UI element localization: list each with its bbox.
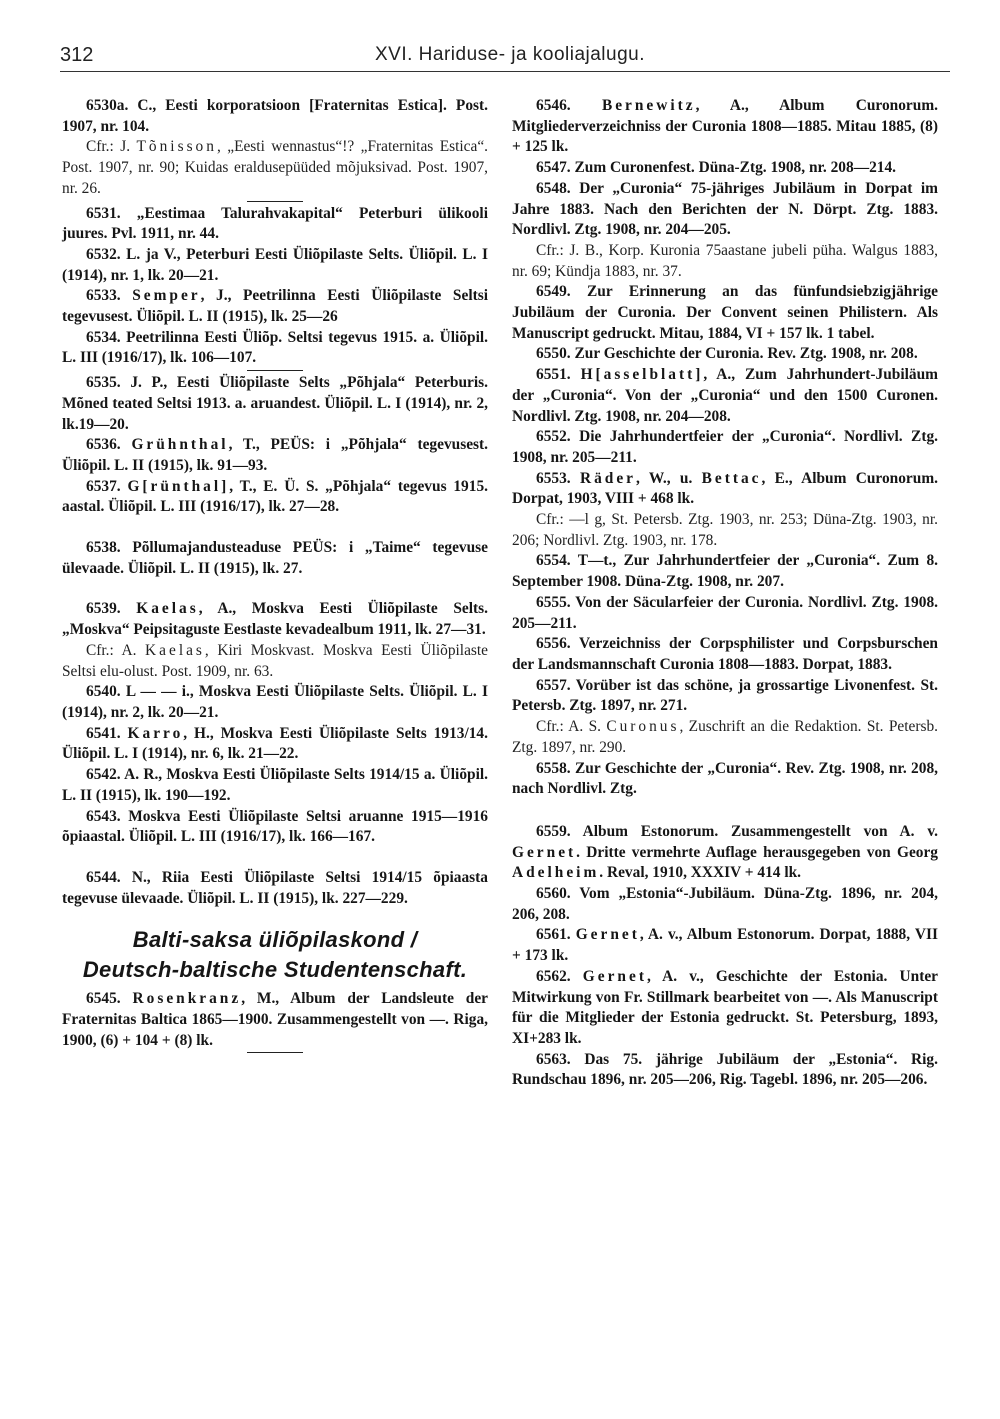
entry-6541 bbox=[62, 724, 488, 765]
entry-text: N., Riia Eesti Üliõpilaste Seltsi 1914/15 õpiaasta tegevuse ülevaade. Üliõpil. L. II (1915), lk. 227—229. bbox=[62, 868, 488, 907]
entry-6533 bbox=[62, 286, 488, 327]
entry-number: 6563. bbox=[536, 1050, 571, 1068]
entry-number: 6542. bbox=[86, 766, 121, 784]
entry-6530a-cfr bbox=[62, 137, 488, 199]
entry-6539-cfr bbox=[62, 641, 488, 682]
header-rule bbox=[60, 71, 950, 72]
entry-author: Bettac bbox=[701, 469, 762, 487]
entry-text: Zur Erinnerung an das fünfundsiebzigjährige Jubiläum der Curonia. Der Convent seinen Philistern. Als Manuscript gedruckt. Mitau, 1884, VI + 157 lk. 1 tabel. bbox=[512, 283, 938, 342]
entry-6538 bbox=[62, 538, 488, 579]
entry-author: Räder bbox=[579, 469, 637, 487]
entry-number: 6545. bbox=[86, 990, 121, 1008]
entry-text: Der „Curonia“ 75-jähriges Jubiläum in Dorpat im Jahre 1883. Nach den Berichten der N. Dörpt. Ztg. 1883. Nordlivl. Ztg. 1908, nr. 204—205. bbox=[512, 179, 938, 239]
entry-number: 6531. bbox=[86, 204, 121, 222]
entry-6552 bbox=[512, 427, 938, 468]
entry-number: 6550. bbox=[536, 345, 571, 363]
entry-number: 6543. bbox=[86, 807, 121, 825]
entry-6542 bbox=[62, 765, 488, 806]
entry-text: , H., Moskva Eesti Üliõpilaste Selts 1913/14. Üliõpil. L. I (1914), nr. 6, lk. 21—22. bbox=[62, 724, 488, 763]
entry-text: , T., E. Ü. S. „Põhjala“ tegevus 1915. aastal. Üliõpil. L. III (1916/17), lk. 27—28. bbox=[62, 477, 488, 516]
entry-6553-cfr: Cfr.: —l g, St. Petersb. Ztg. 1903, nr. 253; Düna-Ztg. 1903, nr. 206; Nordlivl. Ztg. 1903, nr. 178. bbox=[512, 511, 938, 549]
entry-author: Tõnisson bbox=[136, 138, 217, 156]
entry-text: , Kiri Moskvast. Moskva Eesti Üliõpilaste Seltsi elu-olust. Post. 1909, nr. 63. bbox=[62, 641, 488, 680]
entry-text: Verzeichniss der Corpsphilister und Corpsburschen der Landsmannschaft Curonia 1808—1883. Dorpat, 1883. bbox=[512, 635, 938, 673]
entry-text: Zum Curonenfest. Düna-Ztg. 1908, nr. 208—214. bbox=[574, 159, 897, 177]
entry-6536 bbox=[62, 435, 488, 476]
entry-number: 6549. bbox=[536, 283, 571, 301]
entry-6546 bbox=[512, 96, 938, 158]
entry-text: Von der Säcularfeier der Curonia. Nordlivl. Ztg. 1908. 205—211. bbox=[512, 593, 938, 632]
entry-number: 6557. bbox=[536, 676, 571, 694]
entry-6561 bbox=[512, 925, 938, 966]
divider bbox=[247, 1052, 303, 1053]
entry-number: 6539. bbox=[86, 600, 121, 618]
right-column bbox=[512, 96, 938, 1091]
entry-text: C., Eesti korporatsioon [Fraternitas Estica]. Post. 1907, nr. 104. bbox=[62, 97, 488, 135]
entry-author: Bernewitz bbox=[601, 97, 696, 114]
entry-text: L. ja V., Peterburi Eesti Üliõpilaste Selts. Üliõpil. L. I (1914), nr. 1, lk. 20—21. bbox=[62, 245, 488, 284]
divider bbox=[247, 201, 303, 202]
spacer bbox=[62, 579, 488, 599]
divider bbox=[247, 370, 303, 371]
entry-number: 6541. bbox=[86, 724, 121, 742]
section-heading-line-2: Deutsch-baltische Studentenschaft. bbox=[82, 957, 468, 983]
entry-6535 bbox=[62, 373, 488, 435]
cfr-prefix: Cfr.: A. bbox=[86, 641, 146, 659]
entry-text: , A., Moskva Eesti Üliõpilaste Selts. „Moskva“ Peipsitaguste Eestlaste kevadealbum 1911, lk. 27—31. bbox=[62, 600, 488, 639]
entry-6543 bbox=[62, 807, 488, 848]
entry-6554 bbox=[512, 551, 938, 592]
entry-text: L — — i., Moskva Eesti Üliõpilaste Selts. Üliõpil. L. I (1914), nr. 2, lk. 20—21. bbox=[62, 683, 488, 721]
cfr-prefix: Cfr.: J. bbox=[86, 138, 137, 156]
entry-6545 bbox=[62, 989, 488, 1051]
spacer bbox=[62, 848, 488, 868]
entry-6534 bbox=[62, 328, 488, 369]
entry-6539 bbox=[62, 599, 488, 640]
entry-text: Moskva Eesti Üliõpilaste Seltsi aruanne 1915—1916 õpiaastal. Üliõpil. L. III (1916/17), lk. 166—167. bbox=[62, 807, 488, 846]
entry-number: 6554. bbox=[536, 552, 571, 570]
entry-number: 6536. bbox=[86, 436, 121, 454]
entry-6560 bbox=[512, 884, 938, 925]
entry-text: Peetrilinna Eesti Üliõp. Seltsi tegevus 1915. a. Üliõpil. L. III (1916/17), lk. 106—107. bbox=[62, 328, 488, 367]
entry-6563 bbox=[512, 1050, 938, 1091]
spacer bbox=[512, 800, 938, 822]
entry-author: Semper bbox=[132, 287, 201, 305]
entry-number: 6559. bbox=[536, 822, 571, 840]
entry-text: J. P., Eesti Üliõpilaste Selts „Põhjala“ Peterburis. Mõned teated Seltsi 1913. a. aruandest. Üliõpil. L. I (1914), nr. 2, lk.19—20. bbox=[62, 374, 488, 433]
entry-6532 bbox=[62, 245, 488, 286]
entry-number: 6551. bbox=[536, 366, 571, 384]
entry-6558 bbox=[512, 759, 938, 800]
entry-number: 6532. bbox=[86, 245, 121, 263]
entry-text: , M., Album der Landsleute der Fraternitas Baltica 1865—1900. Zusammengestellt von —. Riga, 1900, (6) + 104 + (8) lk. bbox=[62, 990, 488, 1049]
entry-6540 bbox=[62, 682, 488, 723]
entry-author: Karro bbox=[127, 724, 184, 742]
entry-number: 6548. bbox=[536, 179, 571, 197]
entry-author: Gernet bbox=[582, 967, 647, 985]
entry-text: , T., PEÜS: i „Põhjala“ tegevusest. Üliõpil. L. II (1915), lk. 91—93. bbox=[62, 436, 488, 474]
entry-text: . Reval, 1910, XXXIV + 414 lk. bbox=[599, 864, 802, 882]
entry-number: 6534. bbox=[86, 328, 121, 346]
entry-text: , „Eesti wennastus“!? „Fraternitas Estica“. Post. 1907, nr. 90; Kuidas eraldusepüüded mõjuksivad. Post. 1907, nr. 26. bbox=[62, 138, 488, 197]
entry-text: „Eestimaa Talurahvakapital“ Peterburi ülikooli juures. Pvl. 1911, nr. 44. bbox=[62, 204, 488, 243]
entry-6553 bbox=[512, 469, 938, 510]
entry-number: 6540. bbox=[86, 683, 121, 701]
entry-text: Vorüber ist das schöne, ja grossartige Livonenfest. St. Petersb. Ztg. 1897, nr. 271. bbox=[512, 676, 938, 715]
entry-number: 6537. bbox=[86, 477, 121, 495]
entry-6548-cfr: Cfr.: J. B., Korp. Kuronia 75aastane jubeli püha. Walgus 1883, nr. 69; Kündja 1883, nr. 37. bbox=[512, 241, 938, 280]
entry-text: Vom „Estonia“-Jubiläum. Düna-Ztg. 1896, nr. 204, 206, 208. bbox=[512, 885, 938, 923]
entry-6548 bbox=[512, 179, 938, 241]
spacer bbox=[62, 518, 488, 538]
section-heading bbox=[62, 925, 488, 985]
entry-text: , E., Album Curonorum. Dorpat, 1903, VIII + 468 lk. bbox=[512, 469, 938, 508]
entry-text: Die Jahrhundertfeier der „Curonia“. Nordlivl. Ztg. 1908, nr. 205—211. bbox=[512, 428, 938, 466]
entry-6559 bbox=[512, 822, 938, 884]
entry-number: 6555. bbox=[536, 593, 571, 611]
entry-number: 6556. bbox=[536, 635, 571, 653]
entry-number: 6553. bbox=[536, 469, 571, 487]
entry-author: Kaelas bbox=[136, 600, 199, 618]
entry-author: Rosenkranz bbox=[132, 990, 242, 1008]
entry-text: , A., Album Curonorum. Mitgliederverzeichniss der Curonia 1808—1885. Mitau 1885, (8) + 125 lk. bbox=[512, 97, 938, 156]
entry-text: . Dritte vermehrte Auflage herausgegeben von Georg bbox=[576, 843, 938, 861]
entry-number: 6544. bbox=[86, 868, 121, 886]
entry-text: Das 75. jährige Jubiläum der „Estonia“. Rig. Rundschau 1896, nr. 205—206, Rig. Tagebl. 1896, nr. 205—206. bbox=[512, 1050, 938, 1089]
entry-text: , W., u. bbox=[636, 469, 702, 487]
entry-author: Adelheim bbox=[512, 864, 600, 882]
entry-6562 bbox=[512, 967, 938, 1050]
entry-number: 6560. bbox=[536, 885, 571, 903]
entry-text: , A. v., Album Estonorum. Dorpat, 1888, VII + 173 lk. bbox=[512, 926, 938, 965]
entry-number: 6535. bbox=[86, 374, 121, 392]
entry-number: 6546. bbox=[536, 97, 571, 114]
entry-6544 bbox=[62, 868, 488, 909]
entry-author: H[asselblatt] bbox=[580, 366, 704, 384]
entry-text: Põllumajandusteaduse PEÜS: i „Taime“ tegevuse ülevaade. Üliõpil. L. II (1915), lk. 27. bbox=[62, 539, 488, 577]
entry-6547 bbox=[512, 158, 938, 179]
entry-author: Kaelas bbox=[145, 641, 205, 659]
entry-6555 bbox=[512, 593, 938, 634]
entry-author: Gernet bbox=[575, 926, 640, 944]
entry-text: , A., Zum Jahrhundert-Jubiläum der „Curonia“. Von der „Curonia“ und den 1500 Curonen. Nordlivl. Ztg. 1908, nr. 204—208. bbox=[512, 366, 938, 425]
entry-text: , Zuschrift an die Redaktion. St. Petersb. Ztg. 1897, nr. 290. bbox=[512, 718, 939, 756]
entry-6550 bbox=[512, 344, 938, 365]
entry-text: , J., Peetrilinna Eesti Üliõpilaste Seltsi tegevusest. Üliõpil. L. II (1915), lk. 25—26 bbox=[62, 287, 488, 326]
entry-text: Zur Geschichte der „Curonia“. Rev. Ztg. 1908, nr. 208, nach Nordlivl. Ztg. bbox=[512, 759, 938, 798]
entry-6530a bbox=[62, 96, 488, 137]
entry-text: Album Estonorum. Zusammengestellt von A. v. bbox=[582, 822, 939, 840]
entry-text: , A. v., Geschichte der Estonia. Unter Mitwirkung von Fr. Stillmark bearbeitet von —. Als Manuscript für die Mitglieder der Estonia gedruckt. St. Petersburg, 1893, XI+283 lk. bbox=[512, 967, 938, 1047]
entry-6557 bbox=[512, 676, 938, 717]
entry-number: 6530a. bbox=[86, 97, 129, 114]
entry-6549 bbox=[512, 282, 938, 344]
entry-text: T—t., Zur Jahrhundertfeier der „Curonia“. Zum 8. September 1908. Düna-Ztg. 1908, nr. 207. bbox=[512, 552, 939, 591]
page-header bbox=[60, 44, 960, 74]
left-column bbox=[62, 96, 488, 1055]
entry-number: 6547. bbox=[536, 159, 571, 177]
entry-text: Zur Geschichte der Curonia. Rev. Ztg. 1908, nr. 208. bbox=[574, 345, 918, 363]
entry-number: 6538. bbox=[86, 539, 121, 557]
entry-author: Gernet bbox=[512, 843, 577, 861]
section-heading-line-1: Balti-saksa üliõpilaskond / bbox=[132, 927, 418, 953]
entry-number: 6533. bbox=[86, 287, 121, 305]
entry-number: 6561. bbox=[536, 926, 571, 944]
entry-text: A. R., Moskva Eesti Üliõpilaste Selts 1914/15 a. Üliõpil. L. II (1915), lk. 190—192. bbox=[62, 766, 488, 804]
running-head: XVI. Hariduse- ja kooliajalugu. bbox=[374, 44, 646, 65]
entry-6557-cfr bbox=[512, 717, 938, 758]
entry-6556 bbox=[512, 634, 938, 675]
entry-6531 bbox=[62, 204, 488, 245]
entry-number: 6552. bbox=[536, 428, 571, 446]
entry-number: 6562. bbox=[536, 967, 571, 985]
page-number: 312 bbox=[60, 44, 94, 66]
entry-author: G[rünthal] bbox=[127, 477, 230, 495]
cfr-prefix: Cfr.: A. S. bbox=[536, 718, 607, 736]
entry-6551 bbox=[512, 365, 938, 427]
entry-6537 bbox=[62, 477, 488, 518]
entry-author: Curonus bbox=[606, 718, 680, 736]
entry-author: Grühnthal bbox=[131, 436, 229, 454]
entry-number: 6558. bbox=[536, 759, 571, 777]
